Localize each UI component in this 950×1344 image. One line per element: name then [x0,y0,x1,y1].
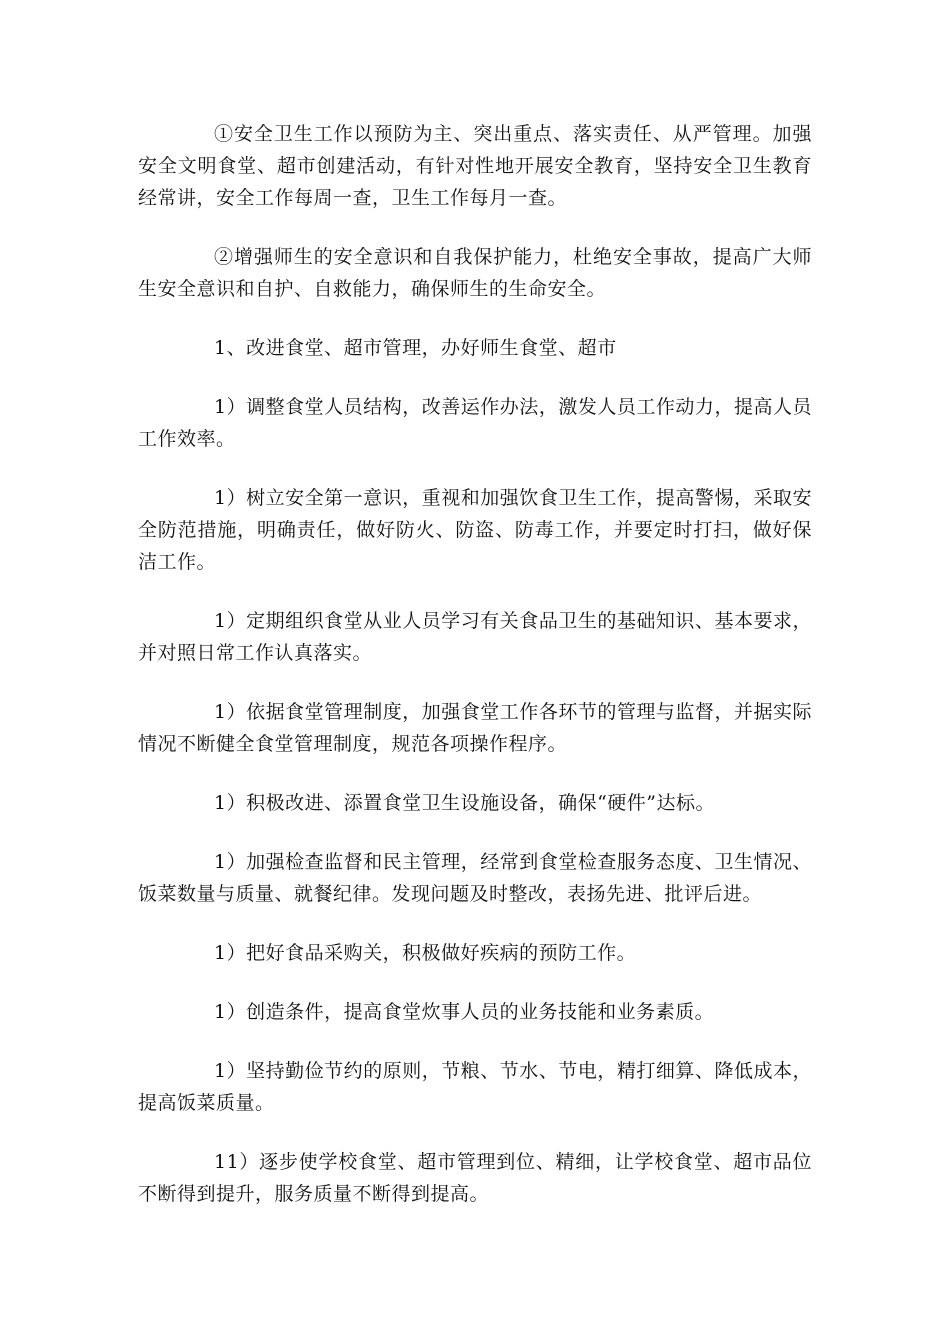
paragraph-improvement: 11）逐步使学校食堂、超市管理到位、精细，让学校食堂、超市品位不断得到提升，服务质量不断得到提高。 [138,1151,812,1205]
section-heading-canteen-management: 1、改进食堂、超市管理，办好师生食堂、超市 [214,337,617,359]
paragraph-safety-first: 1）树立安全第一意识，重视和加强饮食卫生工作，提高警惕，采取安全防范措施，明确责任，做好防火、防盗、防毒工作，并要定时打扫，做好保洁工作。 [138,487,812,573]
paragraph-skills: 1）创造条件，提高食堂炊事人员的业务技能和业务素质。 [214,1001,715,1023]
paragraph-inspection: 1）加强检查监督和民主管理，经常到食堂检查服务态度、卫生情况、饭菜数量与质量、就餐纪律。发现问题及时整改，表扬先进、批评后进。 [138,851,812,905]
document-body [138,118,812,1237]
paragraph-safety-hygiene: ①安全卫生工作以预防为主、突出重点、落实责任、从严管理。加强安全文明食堂、超市创建活动，有针对性地开展安全教育，坚持安全卫生教育经常讲，安全工作每周一查，卫生工作每月一查。 [138,123,812,209]
paragraph-staff-training: 1）定期组织食堂从业人员学习有关食品卫生的基础知识、基本要求，并对照日常工作认真落实。 [138,610,812,664]
paragraph-facilities: 1）积极改进、添置食堂卫生设施设备，确保“硬件”达标。 [214,792,716,814]
paragraph-management-rules: 1）依据食堂管理制度，加强食堂工作各环节的管理与监督，并据实际情况不断健全食堂管理制度，规范各项操作程序。 [138,701,812,755]
paragraph-staff-structure: 1）调整食堂人员结构，改善运作办法，激发人员工作动力，提高人员工作效率。 [138,396,812,450]
paragraph-safety-awareness: ②增强师生的安全意识和自我保护能力，杜绝安全事故，提高广大师生安全意识和自护、自救能力，确保师生的生命安全。 [138,246,812,300]
paragraph-thrift: 1）坚持勤俭节约的原则，节粮、节水、节电，精打细算、降低成本，提高饭菜质量。 [138,1060,812,1114]
paragraph-procurement: 1）把好食品采购关，积极做好疾病的预防工作。 [214,942,637,964]
